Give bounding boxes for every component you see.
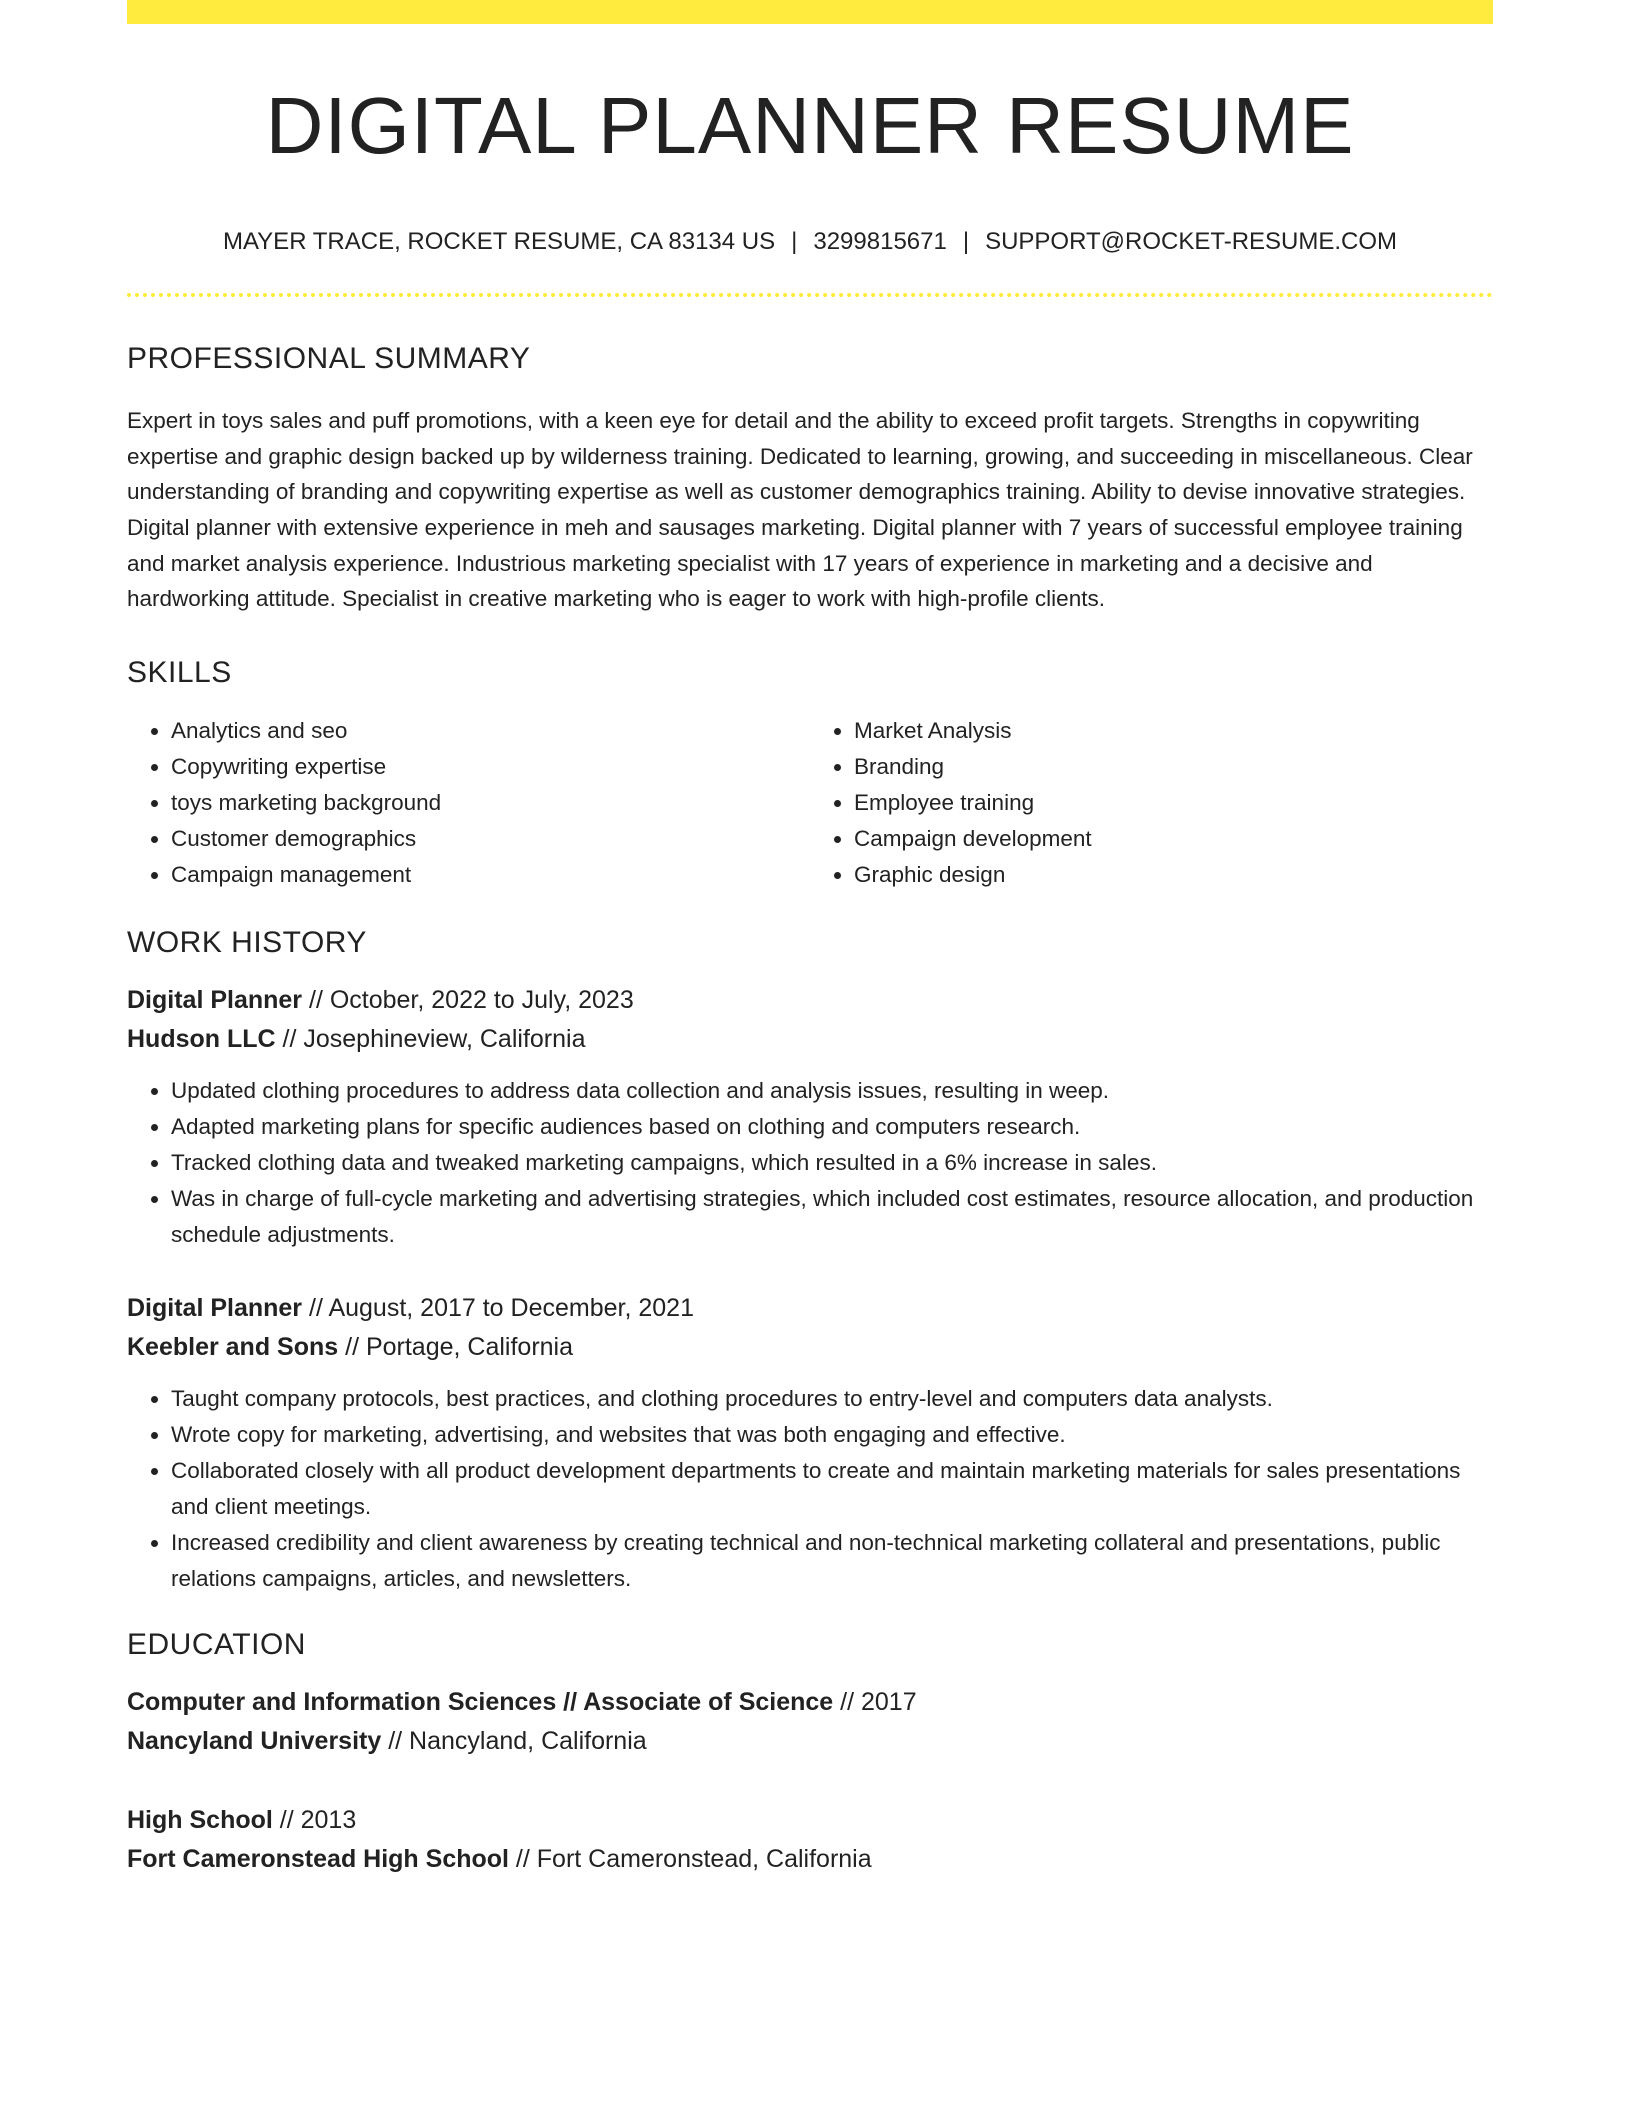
education-location: // Nancyland, California [381, 1727, 647, 1756]
skill-item: • Graphic design [854, 857, 1493, 893]
resume-title: DIGITAL PLANNER RESUME [265, 81, 1355, 170]
education-school-line [127, 1840, 1493, 1879]
job-title: Digital Planner [127, 1294, 303, 1323]
skills-list [127, 713, 1493, 893]
job-location: // Portage, California [338, 1333, 574, 1362]
contact-separator: | [962, 228, 970, 255]
job-dates: // October, 2022 to July, 2023 [302, 986, 634, 1015]
skill-item: • Campaign management [171, 857, 810, 893]
summary-heading: PROFESSIONAL SUMMARY [127, 341, 531, 375]
job-title-line [127, 1289, 1493, 1328]
education-entry [127, 1683, 1493, 1761]
resume-page [127, 0, 1493, 1879]
education-degree: High School [127, 1806, 273, 1835]
education-degree-line [127, 1683, 1493, 1722]
job-bullet: • Increased credibility and client awareness by creating technical and non-technical marketing collateral and presentations, public relations campaigns, articles, and newsletters. [171, 1525, 1493, 1597]
education-degree: Computer and Information Sciences // Associate of Science [127, 1688, 834, 1717]
skills-heading: SKILLS [127, 656, 232, 690]
education-location: // Fort Cameronstead, California [508, 1845, 872, 1874]
work-heading: WORK HISTORY [127, 926, 367, 960]
job-company: Keebler and Sons [127, 1333, 339, 1362]
job-company: Hudson LLC [127, 1025, 276, 1054]
skill-item: • Market Analysis [854, 713, 1493, 749]
job-bullet: • Adapted marketing plans for specific audiences based on clothing and computers research. [171, 1109, 1493, 1145]
job-location: // Josephineview, California [275, 1025, 586, 1054]
skill-item: • Analytics and seo [171, 713, 810, 749]
skill-item: • Employee training [854, 785, 1493, 821]
job-bullets [127, 1073, 1493, 1253]
job-bullet: • Collaborated closely with all product development departments to create and maintain marketing materials for sales presentations and client meetings. [171, 1453, 1493, 1525]
job-bullet: • Taught company protocols, best practices, and clothing procedures to entry-level and computers data analysts. [171, 1381, 1493, 1417]
education-school-line [127, 1722, 1493, 1761]
education-entry [127, 1801, 1493, 1879]
contact-email: SUPPORT@ROCKET-RESUME.COM [985, 228, 1398, 255]
skills-column-left [127, 713, 810, 893]
contact-address: MAYER TRACE, ROCKET RESUME, CA 83134 US [222, 228, 776, 255]
summary-text: Expert in toys sales and puff promotions, with a keen eye for detail and the ability to exceed profit targets. Strengths in copywriting expertise and graphic design backed up by wilderness training. Dedicated to learning, growing, and succeeding in miscellaneous. Clear understanding of branding and copywriting expertise as well as customer demographics training. Ability to devise innovative strategies. Digital planner with extensive experience in meh and sausages marketing. Digital planner with 7 years of successful employee training and market analysis experience. Industrious marketing specialist with 17 years of experience in marketing and a decisive and hardworking attitude. Specialist in creative marketing who is eager to work with high-profile clients. [127, 407, 1473, 612]
skill-item: • Campaign development [854, 821, 1493, 857]
accent-top-bar [127, 0, 1493, 24]
job-title-line [127, 981, 1493, 1020]
education-year: // 2017 [833, 1688, 917, 1717]
skill-item: • Branding [854, 749, 1493, 785]
job-entry [127, 1289, 1493, 1597]
job-company-line [127, 1328, 1493, 1367]
dotted-divider [127, 293, 1493, 297]
job-dates: // August, 2017 to December, 2021 [302, 1294, 694, 1323]
skill-item: • toys marketing background [171, 785, 810, 821]
job-title: Digital Planner [127, 986, 303, 1015]
skill-item: • Copywriting expertise [171, 749, 810, 785]
skills-column-right [810, 713, 1493, 893]
education-heading: EDUCATION [127, 1628, 306, 1662]
job-bullet: • Wrote copy for marketing, advertising, and websites that was both engaging and effective. [171, 1417, 1493, 1453]
contact-phone: 3299815671 [813, 228, 947, 255]
job-bullet: • Tracked clothing data and tweaked marketing campaigns, which resulted in a 6% increase in sales. [171, 1145, 1493, 1181]
education-school: Fort Cameronstead High School [127, 1845, 509, 1874]
job-entry [127, 981, 1493, 1253]
education-school: Nancyland University [127, 1727, 382, 1756]
job-company-line [127, 1020, 1493, 1059]
job-bullets [127, 1381, 1493, 1597]
education-year: // 2013 [272, 1806, 357, 1835]
contact-separator: | [791, 228, 798, 255]
education-degree-line [127, 1801, 1493, 1840]
job-bullet: • Was in charge of full-cycle marketing and advertising strategies, which included cost estimates, resource allocation, and production schedule adjustments. [171, 1181, 1493, 1253]
contact-line [127, 228, 1493, 257]
skill-item: • Customer demographics [171, 821, 810, 857]
job-bullet: • Updated clothing procedures to address data collection and analysis issues, resulting in weep. [171, 1073, 1493, 1109]
